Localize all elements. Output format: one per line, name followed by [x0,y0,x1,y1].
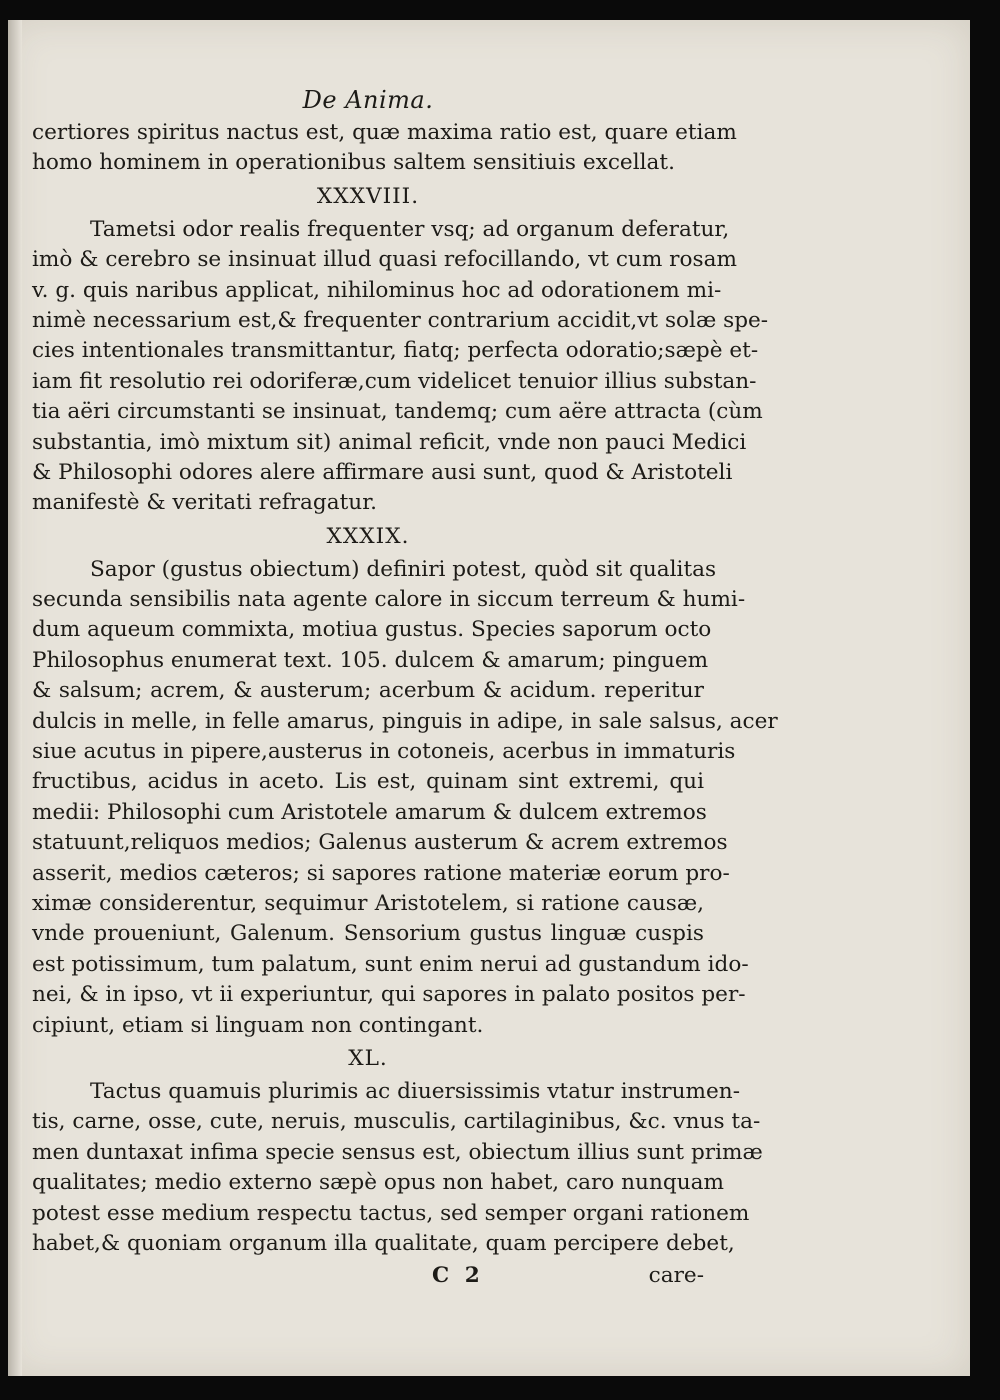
text-line: cies intentionales transmittantur, fiatq; perfecta odoratio;sæpè et- [32,338,759,364]
text-line: qualitates; medio externo sæpè opus non habet, caro nunquam [32,1170,724,1196]
text-line: & Philosophi odores alere affirmare ausi sunt, quod & Aristoteli [32,459,733,485]
paragraph [32,118,737,179]
paragraph [32,181,769,519]
text-line: Tametsi odor realis frequenter vsq; ad organum deferatur, [90,216,730,242]
text-line: nei, & in ipso, vt ii experiuntur, qui sapores in palato positos per- [32,982,746,1008]
section-number: XL. [348,1045,388,1071]
text-line: tis, carne, osse, cute, neruis, musculis, cartilaginibus, &c. vnus ta- [32,1109,761,1135]
text-line: medii: Philosophi cum Aristotele amarum & dulcem extremos [32,799,707,825]
text-line: secunda sensibilis nata agente calore in siccum terreum & humi- [32,587,746,613]
page-footer [32,1261,704,1295]
text-line: tia aëri circumstanti se insinuat, tandemq; cum aëre attracta (cùm [32,399,763,425]
text-line: manifestè & veritati refragatur. [32,490,378,516]
text-line: nimè necessarium est,& frequenter contrarium accidit,vt solæ spe- [32,307,769,333]
text-line: cipiunt, etiam si linguam non contingant. [32,1012,484,1038]
page-text-block [32,82,778,1295]
text-line: vnde proueniunt, Galenum. Sensorium gustus linguæ cuspis [32,921,704,947]
text-line: potest esse medium respectu tactus, sed semper organi rationem [32,1200,750,1226]
page-gutter-shadow [8,20,22,1376]
text-line: men duntaxat infima specie sensus est, obiectum illius sunt primæ [32,1139,763,1165]
text-line: dum aqueum commixta, motiua gustus. Species saporum octo [32,617,712,643]
text-line: fructibus, acidus in aceto. Lis est, quinam sint extremi, qui [32,769,704,795]
section-number: XXXVIII. [316,183,420,209]
text-line: Philosophus enumerat text. 105. dulcem & amarum; pinguem [32,647,709,673]
text-line: imò & cerebro se insinuat illud quasi refocillando, vt cum rosam [32,247,737,273]
text-line: Tactus quamuis plurimis ac diuersissimis vtatur instrumen- [90,1078,740,1104]
paragraph [32,521,778,1041]
text-line: ximæ considerentur, sequimur Aristotelem, si ratione causæ, [32,890,704,916]
catchword: care- [648,1263,704,1289]
text-line: iam fit resolutio rei odoriferæ,cum videlicet tenuior illius substan- [32,368,757,394]
text-line: certiores spiritus nactus est, quæ maxima ratio est, quare etiam [32,120,737,145]
text-line: & salsum; acrem, & austerum; acerbum & acidum. reperitur [32,678,704,704]
text-line: Sapor (gustus obiectum) definiri potest, quòd sit qualitas [90,556,717,582]
paragraph [32,1043,763,1259]
running-head: De Anima. [302,86,434,114]
text-line: v. g. quis naribus applicat, nihilominus hoc ad odorationem mi- [32,277,722,303]
text-line: homo hominem in operationibus saltem sensitiuis excellat. [32,150,675,176]
signature-mark: C 2 [432,1263,484,1289]
text-line: habet,& quoniam organum illa qualitate, quam percipere debet, [32,1230,735,1256]
text-line: statuunt,reliquos medios; Galenus austerum & acrem extremos [32,830,728,856]
text-line: asserit, medios cæteros; si sapores ratione materiæ eorum pro- [32,860,730,886]
text-line: substantia, imò mixtum sit) animal reficit, vnde non pauci Medici [32,429,747,455]
text-line: dulcis in melle, in felle amarus, pinguis in adipe, in sale salsus, acer [32,708,778,734]
text-line: siue acutus in pipere,austerus in cotoneis, acerbus in immaturis [32,739,736,765]
text-line: est potissimum, tum palatum, sunt enim nerui ad gustandum ido- [32,951,749,977]
section-number: XXXIX. [326,523,410,549]
